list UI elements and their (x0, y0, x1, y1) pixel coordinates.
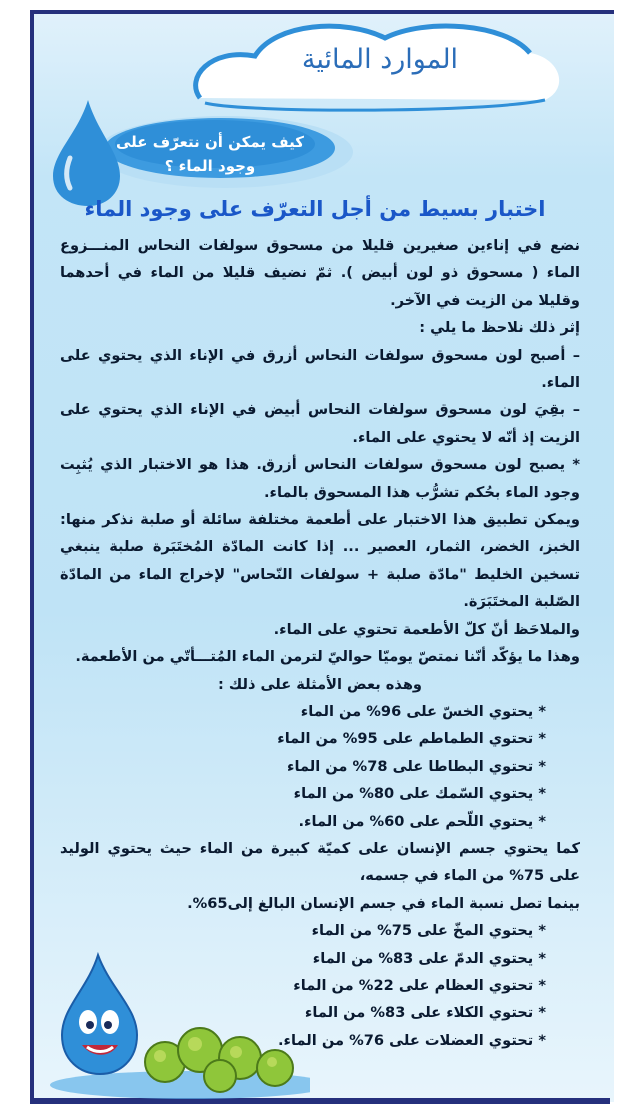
section-heading: اختبار بسيط من أجل التعرّف على وجود الماء (84, 197, 546, 221)
paragraph-result-oil: – بقِيَ لون مسحوق سولفات النحاس أبيض في الإناء الذي يحتوي على الزيت إذ أنّه لا يحتوي على الماء. (60, 401, 580, 446)
food-example: * يحتوي اللّحم على 60% من الماء. (298, 812, 546, 830)
body-example: * تحتوي العظام على 22% من الماء (293, 976, 546, 994)
page-title: الموارد المائية (301, 44, 459, 75)
paragraph-note: والملاحَظ أنّ كلّ الأطعمة تحتوي على الماء. (273, 620, 580, 638)
question-text (105, 130, 315, 178)
water-drop-mascot-icon (40, 950, 310, 1100)
paragraph-application: ويمكن تطبيق هذا الاختبار على أطعمة مختلفة سائلة أو صلبة نذكر منها: الخبز، الخضر، الثمار، العصير ... إذا كانت المادّة المُختَبَرة صلبة ينبغي تسخين الخليط "مادّة صلبة + سولفات النّحاس" لإخراج الماء من المادّة الصّلبة المختَبَرَة. (60, 511, 580, 611)
paragraph-result-water: – أصبح لون مسحوق سولفات النحاس أزرق في الإناء الذي يحتوي على الماء. (60, 346, 580, 392)
body-example: * تحتوي العضلات على 76% من الماء. (278, 1031, 546, 1049)
question-line-1: كيف يمكن أن نتعرّف على (116, 133, 304, 151)
paragraph-adult: بينما تصل نسبة الماء في جسم الإنسان البالغ إلى65%. (187, 894, 580, 912)
paragraph-conclusion: * يصبح لون مسحوق سولفات النحاس أزرق. هذا هو الاختبار الذي يُثبِت وجود الماء بحُكم تشرُّب هذا المسحوق بالماء. (60, 456, 580, 501)
body-example: * تحتوي الكلاء على 83% من الماء (304, 1004, 546, 1022)
question-line-2: وجود الماء ؟ (164, 157, 256, 175)
paragraph-examples-intro: وهذه بعض الأمثلة على ذلك : (217, 675, 423, 693)
body-example: * يحتوي المخّ على 75% من الماء (311, 922, 546, 940)
food-example: * تحتوي البطاطا على 78% من الماء (287, 757, 546, 775)
paragraph-body: كما يحتوي جسم الإنسان على كميّة كبيرة من الماء حيث يحتوي الوليد على 75% من الماء في جسمه، (60, 839, 580, 885)
food-example: * يحتوي الخسّ على 96% من الماء (300, 702, 546, 720)
food-example: * يحتوي السّمك على 80% من الماء (293, 785, 546, 803)
paragraph-intro: نضع في إناءين صغيرين قليلا من مسحوق سولفات النحاس المنـــزوع الماء ( مسحوق ذو لون أبيض ). ثمّ نضيف قليلا من الماء في أحدهما وقليلا من الزيت في الآخر. (60, 237, 580, 309)
paragraph-daily: وهذا ما يؤكّد أنّنا نمتصّ يوميّا حواليّ لترمن الماء المُتـــأتّي من الأطعمة. (75, 648, 580, 666)
main-content (60, 232, 580, 1054)
food-example: * تحتوي الطماطم على 95% من الماء (277, 730, 546, 748)
body-example: * يحتوي الدمّ على 83% من الماء (312, 949, 546, 967)
paragraph-observe: إثر ذلك نلاحظ ما يلي : (419, 319, 580, 337)
